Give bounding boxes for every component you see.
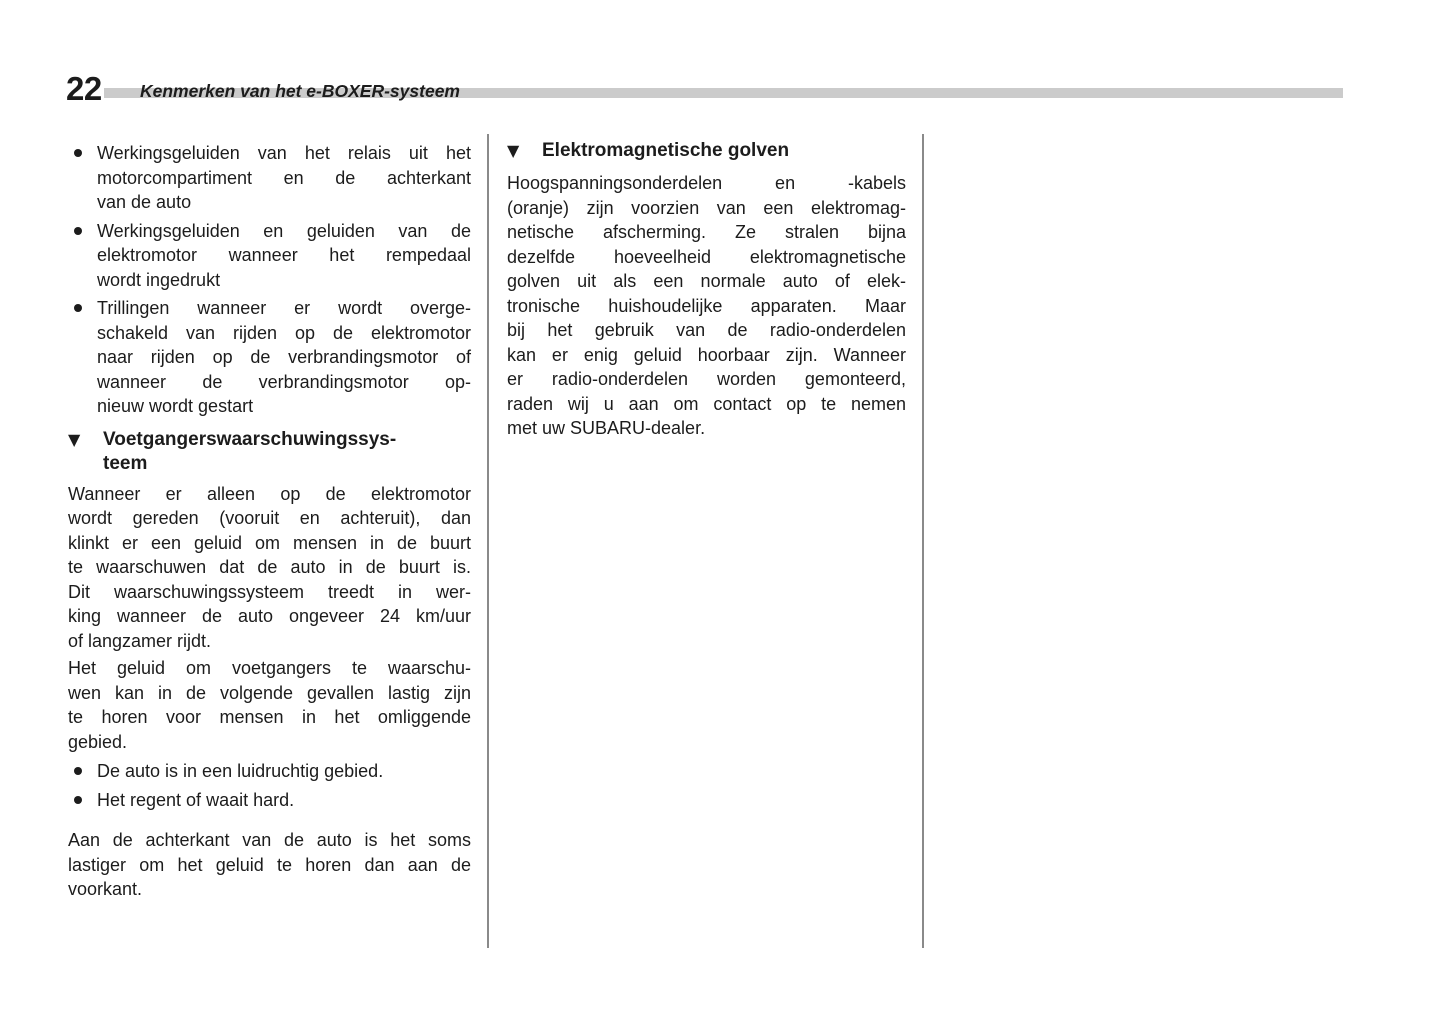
list-item bbox=[68, 788, 471, 813]
text-line: wen kan in de volgende gevallen lastig zijn bbox=[68, 682, 471, 703]
text-line: Wanneer er alleen op de elektromotor bbox=[68, 483, 471, 504]
text-line: Werkingsgeluiden van het relais uit het bbox=[97, 143, 471, 163]
list-item-text bbox=[97, 759, 471, 784]
paragraph bbox=[507, 171, 906, 441]
text-line: Hoogspanningsonderdelen en -kabels bbox=[507, 173, 906, 193]
text-line: naar rijden op de verbrandingsmotor of bbox=[97, 347, 471, 367]
text-line: wordt ingedrukt bbox=[97, 269, 221, 290]
text-line: tronische huishoudelijke apparaten. Maar bbox=[507, 295, 906, 316]
list-item bbox=[68, 296, 471, 419]
text-line: elektromotor wanneer het rempedaal bbox=[97, 245, 471, 265]
text-line: kan er enig geluid hoorbaar zijn. Wanneer bbox=[507, 344, 906, 365]
list-item bbox=[68, 759, 471, 784]
text-line: bij het gebruik van de radio-onderdelen bbox=[507, 320, 906, 340]
list-item-text bbox=[97, 788, 471, 813]
text-line: teem bbox=[103, 452, 148, 474]
text-line: gebied. bbox=[68, 731, 128, 752]
text-line: netische afscherming. Ze stralen bijna bbox=[507, 222, 906, 242]
text-line: klinkt er een geluid om mensen in de buurt bbox=[68, 532, 471, 553]
text-line: Elektromagnetische golven bbox=[542, 140, 790, 161]
bullet-icon bbox=[68, 759, 97, 784]
text-line: Trillingen wanneer er wordt overge- bbox=[97, 298, 471, 318]
text-line: te horen voor mensen in het omliggende bbox=[68, 707, 471, 727]
text-line: Het geluid om voetgangers te waarschu- bbox=[68, 658, 471, 678]
text-line: te waarschuwen dat de auto in de buurt is. bbox=[68, 557, 471, 577]
section-heading-electromagnetic-waves bbox=[507, 139, 906, 163]
text-line: schakeld van rijden op de elektromotor bbox=[97, 322, 471, 343]
section-marker-icon: ▼ bbox=[68, 429, 81, 449]
text-line: Werkingsgeluiden en geluiden van de bbox=[97, 220, 471, 241]
text-line: wanneer de verbrandingsmotor op- bbox=[97, 371, 471, 392]
text-line: wordt gereden (vooruit en achteruit), dan bbox=[68, 508, 471, 528]
bullet-icon bbox=[68, 296, 97, 419]
text-line: raden wij u aan om contact op te nemen bbox=[507, 393, 906, 414]
section-marker-icon: ▼ bbox=[507, 141, 520, 160]
paragraph bbox=[68, 656, 471, 754]
page-number: 22 bbox=[66, 70, 102, 107]
text-line: king wanneer de auto ongeveer 24 km/uur bbox=[68, 606, 471, 626]
column-divider-left bbox=[487, 134, 489, 948]
text-line: motorcompartiment en de achterkant bbox=[97, 167, 471, 188]
text-line: lastiger om het geluid te horen dan aan de bbox=[68, 854, 471, 875]
bullet-icon bbox=[68, 141, 97, 215]
list-item-text bbox=[97, 141, 471, 215]
text-line: De auto is in een luidruchtig gebied. bbox=[97, 761, 384, 781]
text-line: of langzamer rijdt. bbox=[68, 630, 212, 651]
paragraph bbox=[68, 482, 471, 654]
list-item bbox=[68, 219, 471, 293]
left-column bbox=[68, 141, 471, 902]
paragraph bbox=[68, 828, 471, 902]
text-line: met uw SUBARU-dealer. bbox=[507, 418, 706, 438]
column-divider-right bbox=[922, 134, 924, 948]
section-heading-text bbox=[103, 428, 471, 476]
right-column bbox=[507, 139, 906, 441]
text-line: Aan de achterkant van de auto is het soms bbox=[68, 830, 471, 850]
list-item-text bbox=[97, 219, 471, 293]
page-title: Kenmerken van het e-BOXER-systeem bbox=[140, 81, 460, 101]
text-line: voorkant. bbox=[68, 879, 143, 899]
text-line: er radio-onderdelen worden gemonteerd, bbox=[507, 369, 906, 389]
bullet-icon bbox=[68, 219, 97, 293]
list-item bbox=[68, 141, 471, 215]
text-line: Het regent of waait hard. bbox=[97, 789, 295, 810]
text-line: (oranje) zijn voorzien van een elektromag- bbox=[507, 197, 906, 218]
bullet-icon bbox=[68, 788, 97, 813]
text-line: nieuw wordt gestart bbox=[97, 396, 254, 416]
text-line: Voetgangerswaarschuwingssys- bbox=[103, 428, 397, 450]
section-heading-text bbox=[542, 139, 906, 163]
bullet-list bbox=[68, 759, 471, 812]
text-line: Dit waarschuwingssysteem treedt in wer- bbox=[68, 581, 471, 602]
text-line: van de auto bbox=[97, 192, 192, 212]
list-item-text bbox=[97, 296, 471, 419]
section-heading-pedestrian-warning bbox=[68, 428, 471, 476]
text-line: golven uit als een normale auto of elek- bbox=[507, 271, 906, 291]
text-line: dezelfde hoeveelheid elektromagnetische bbox=[507, 246, 906, 267]
